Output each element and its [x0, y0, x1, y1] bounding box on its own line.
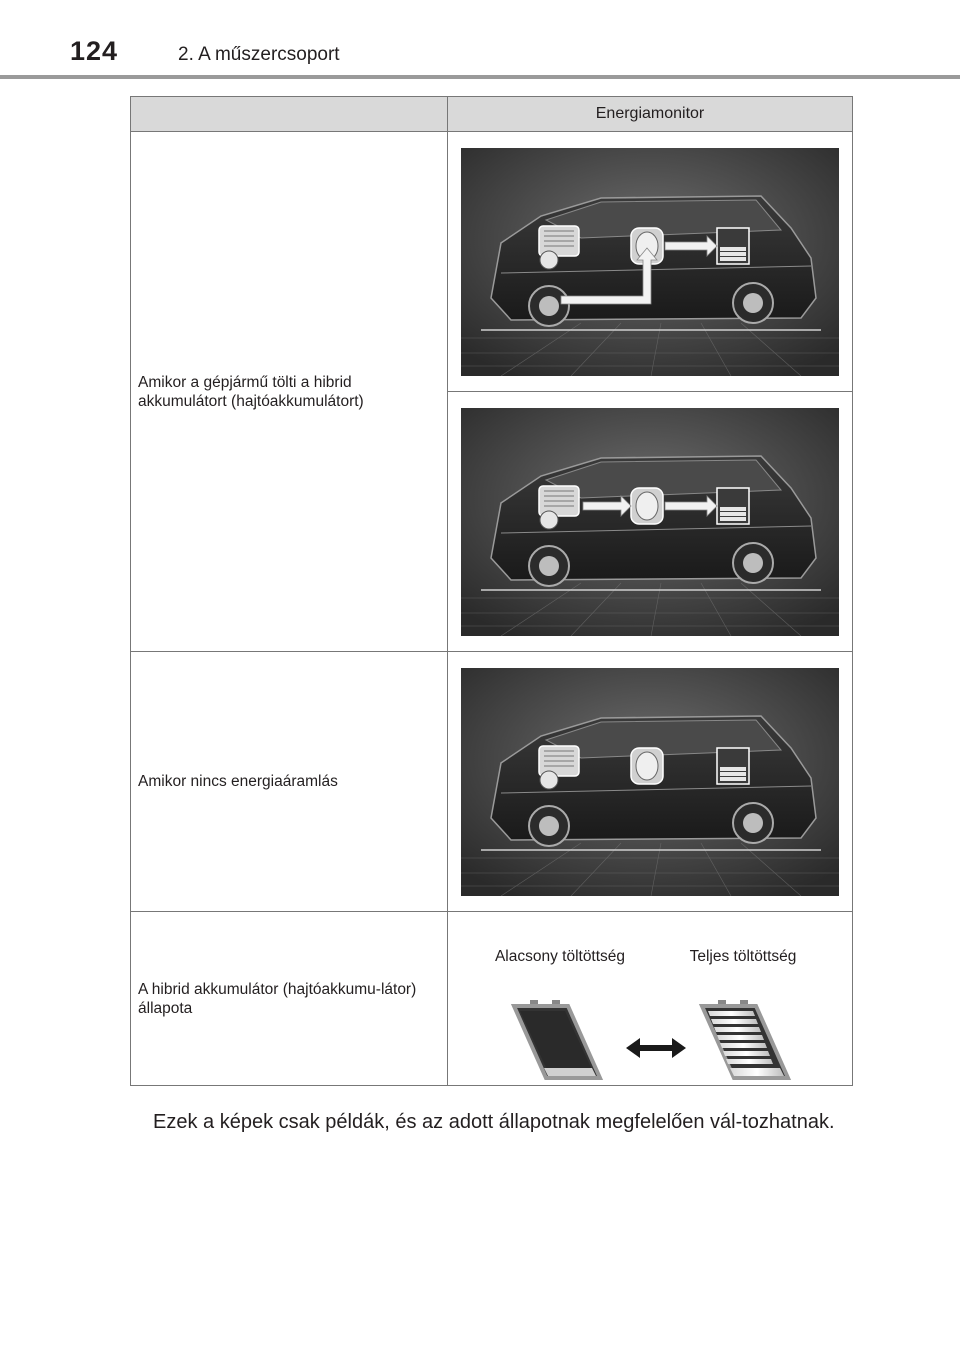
row-label-battery-state: A hibrid akkumulátor (hajtóakkumu-látor) állapota [131, 912, 448, 1086]
table-header-energy-monitor: Energiamonitor [448, 97, 853, 132]
energy-monitor-table [130, 96, 853, 1086]
full-battery-icon [696, 998, 796, 1084]
no-flow-car-image [461, 668, 839, 896]
page-header [0, 0, 960, 80]
no-flow-image-cell [448, 652, 853, 912]
header-rule [0, 75, 960, 79]
battery-state-cell [448, 912, 853, 1086]
row-label-no-flow: Amikor nincs energiaáramlás [131, 652, 448, 912]
page-number: 124 [70, 36, 119, 66]
charging-car-image-1 [461, 148, 839, 376]
table-header-empty [131, 97, 448, 132]
charging-image-cell-1 [448, 132, 853, 392]
row-label-charging: Amikor a gépjármű tölti a hibrid akkumulátort (hajtóakkumulátort) [131, 132, 448, 652]
section-title: 2. A műszercsoport [178, 44, 340, 65]
low-charge-label: Alacsony töltöttség [494, 948, 626, 965]
charging-image-cell-2 [448, 392, 853, 652]
charging-car-image-2 [461, 408, 839, 636]
double-arrow-icon [626, 1036, 686, 1060]
full-charge-label: Teljes töltöttség [689, 948, 797, 965]
low-battery-icon [508, 998, 608, 1084]
caption-note: Ezek a képek csak példák, és az adott állapotnak megfelelően vál-tozhatnak. [153, 1111, 835, 1133]
